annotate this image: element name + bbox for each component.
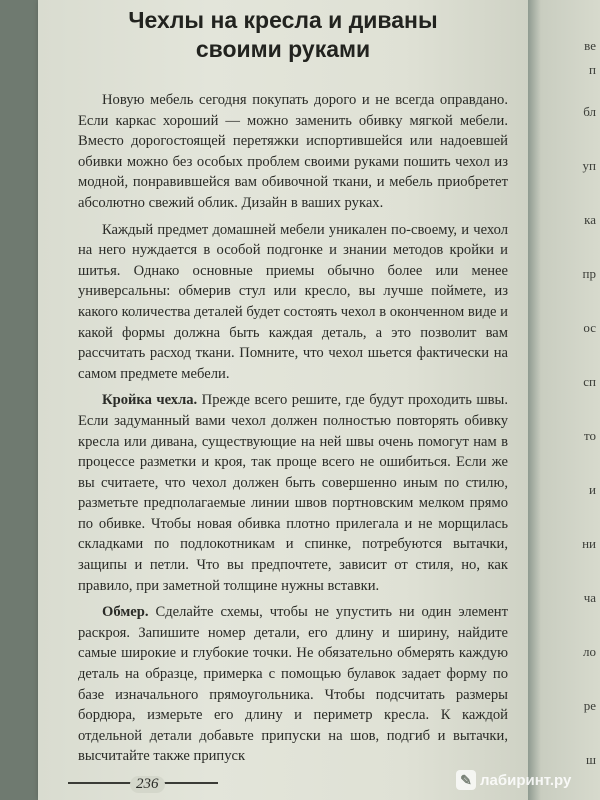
paragraph-text: Новую мебель сегодня покупать дорого и не всегда оправдано. Если каркас хороший — можно заменить обивку мягкой мебели. Вместо дорогостоящей перетяжки испортившейся или надоевшей обивки можно без особых проблем своими руками пошить чехол из модной, понравившейся вам обивочной ткани, и мебель приобретет абсолютно свежий облик. Дизайн в ваших руках.: [78, 92, 508, 211]
labirint-logo-icon: ✎: [456, 770, 476, 790]
gutter-fragment: то: [583, 428, 596, 443]
page-title: [38, 6, 528, 64]
gutter-fragment: ча: [583, 590, 596, 605]
gutter-fragment: ка: [584, 212, 596, 227]
paragraph-text: Сделайте схемы, чтобы не упустить ни один элемент раскроя. Запишите номер детали, его длину и ширину, найдите самые широкие и глубокие точки. Не обязательно обмерять каждую деталь на образце, примерка с помощью булавок задает форму по базе изначального прямоугольника. Чтобы подсчитать размеры бордюра, измерьте его длину и периметр кресла. К каждой отдельной детали добавьте припуски на шов, подгиб и вытачки, высчитайте также припуск: [78, 604, 508, 765]
paragraph: [78, 220, 508, 385]
gutter-fragment: пр: [582, 266, 596, 281]
watermark-text: лабиринт.ру: [480, 771, 572, 789]
gutter-fragment: ве: [584, 38, 596, 53]
paragraph: [78, 90, 508, 214]
paragraph-text: Прежде всего решите, где будут проходить швы. Если задуманный вами чехол должен полностью повторять обивку кресла или дивана, существующие на ней швы очень помогут нам в процессе разметки и кроя, так проще всего не ошибиться. Если же вы считаете, что чехол должен быть совершенно иным по стилю, разметьте предполагаемые линии швов портновским мелком прямо по обивке. Чтобы новая обивка плотно прилегала и не морщилась складками по подлокотникам и спинке, потребуются вытачки, защипы и петли. Что вы предпочтете, зависит от стиля, но, как правило, при заметной толщине нужны вставки.: [78, 392, 508, 594]
page-number: 236: [130, 776, 165, 793]
next-page-edge: [528, 0, 600, 800]
gutter-fragment: и: [589, 482, 596, 497]
gutter-fragment: сп: [583, 374, 596, 389]
paragraph-text: Каждый предмет домашней мебели уникален по-своему, и чехол на него нуждается в особой подгонке и знании методов кройки и шитья. Однако основные приемы обычно более или менее универсальны: обмерив стул или кресло, вы лучше поймете, из какого количества деталей будет состоять чехол в оконченном виде и какой формы должна быть каждая деталь, а это позволит вам рассчитать расход ткани. Помните, что чехол шьется фактически на самом предмете мебели.: [78, 221, 508, 382]
gutter-fragment: п: [589, 62, 596, 77]
paragraph-lead: Кройка чехла.: [102, 392, 198, 409]
gutter-fragment: ни: [582, 536, 596, 551]
gutter-fragment: ш: [585, 752, 596, 767]
gutter-fragment: ло: [583, 644, 596, 659]
title-line-1: Чехлы на кресла и диваны: [128, 7, 438, 33]
paragraph: [78, 602, 508, 767]
gutter-fragment: ре: [583, 698, 596, 713]
body-text: [78, 90, 508, 773]
gutter-fragment: бл: [583, 104, 596, 119]
title-line-2: своими руками: [195, 36, 371, 62]
gutter-fragment: ос: [583, 320, 596, 335]
paragraph-lead: Обмер.: [102, 604, 149, 621]
paragraph: [78, 390, 508, 596]
book-page: [38, 0, 528, 800]
watermark: [456, 768, 571, 792]
gutter-fragment: уп: [582, 158, 596, 173]
